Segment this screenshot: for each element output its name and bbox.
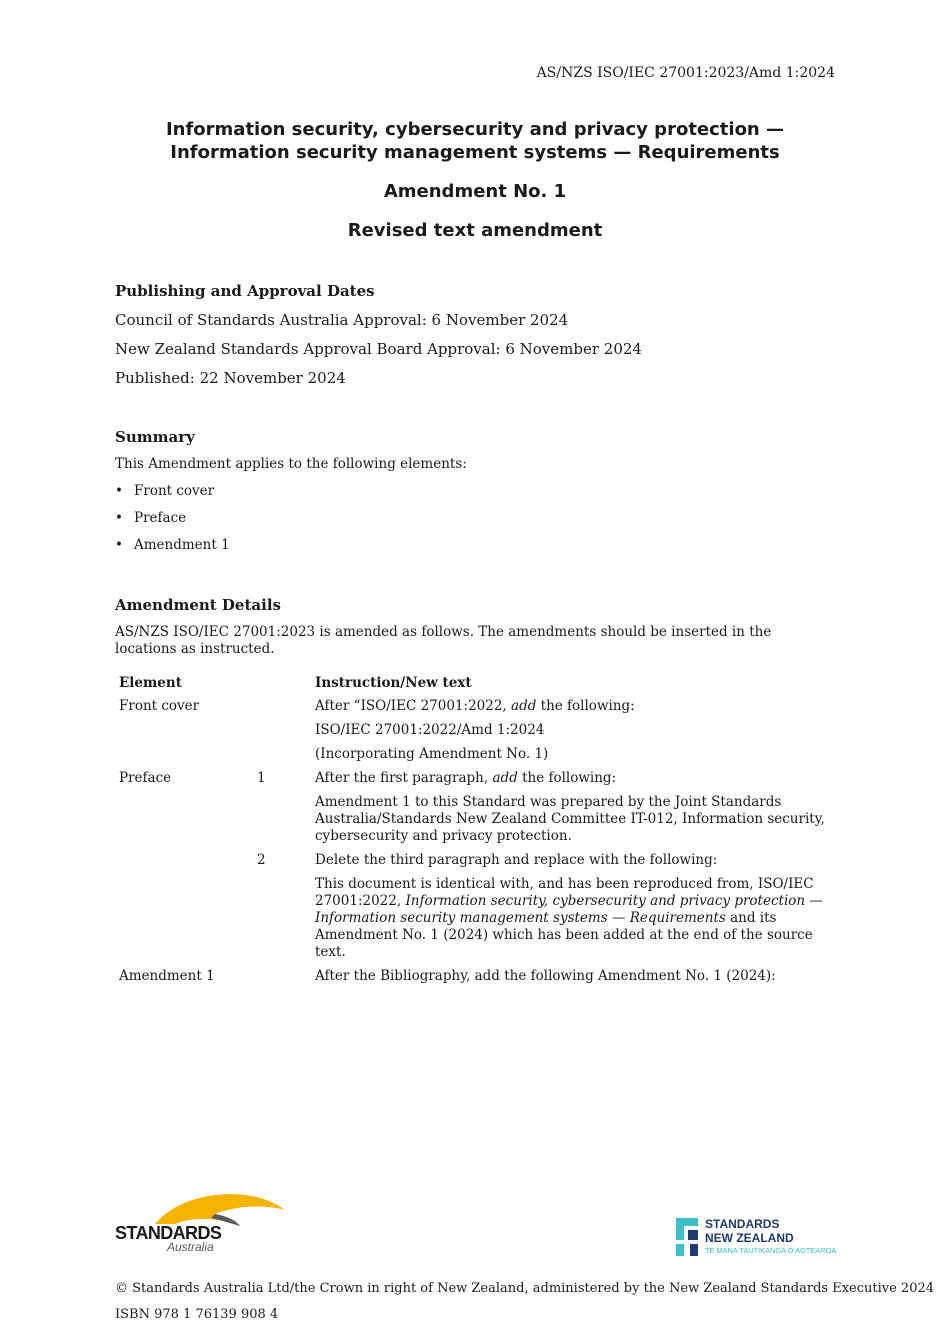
instruction-emphasis: add — [511, 698, 537, 714]
publishing-heading: Publishing and Approval Dates — [115, 282, 375, 300]
sa-wordmark: STANDARDS — [115, 1223, 222, 1243]
bullet: • — [115, 483, 123, 499]
table-row — [115, 722, 837, 746]
list-item — [115, 483, 230, 510]
bullet: • — [115, 537, 123, 553]
title-block — [115, 118, 835, 242]
approval-line-sa: Council of Standards Australia Approval: 6 November 2024 — [115, 311, 569, 329]
bullet: • — [115, 510, 123, 526]
instruction-text: After the first paragraph, — [315, 770, 493, 786]
number-cell — [253, 698, 311, 722]
table-row — [115, 968, 837, 992]
summary-heading: Summary — [115, 428, 195, 446]
column-header-element: Element — [119, 675, 182, 691]
sa-subtitle: Australia — [167, 1240, 214, 1253]
column-header-instruction: Instruction/New text — [315, 675, 472, 691]
standards-new-zealand-logo — [676, 1218, 846, 1260]
amendment-number: Amendment No. 1 — [383, 181, 567, 202]
element-cell: Amendment 1 — [119, 968, 215, 984]
table-row — [115, 698, 837, 722]
empty-cell — [115, 746, 253, 770]
copyright-notice: © Standards Australia Ltd/the Crown in right of New Zealand, administered by the New Zealand Standards Executive 2024 — [115, 1281, 935, 1296]
empty-cell — [253, 722, 311, 746]
element-cell: Front cover — [119, 698, 200, 714]
new-text-cell: (Incorporating Amendment No. 1) — [315, 746, 549, 762]
instruction-text: the following: — [536, 698, 635, 714]
table-header-row — [115, 673, 837, 698]
instruction-emphasis: add — [492, 770, 518, 786]
number-cell: 1 — [257, 770, 266, 786]
snz-line-1: STANDARDS — [705, 1218, 780, 1231]
instruction-text: After “ISO/IEC 27001:2022, — [315, 698, 512, 714]
number-cell: 2 — [257, 852, 266, 868]
amendment-type: Revised text amendment — [347, 220, 603, 241]
new-text: and its Amendment No. 1 (2024) which has been added at the end of the source text. — [315, 910, 813, 960]
list-item-label: Preface — [134, 510, 187, 526]
amendment-table — [115, 673, 837, 992]
details-intro: AS/NZS ISO/IEC 27001:2023 is amended as follows. The amendments should be inserted in the locations as instructed. — [115, 624, 772, 657]
table-row — [115, 746, 837, 770]
details-heading: Amendment Details — [115, 596, 281, 614]
instruction-text: the following: — [517, 770, 617, 786]
list-item — [115, 537, 230, 564]
instruction-cell — [311, 698, 837, 722]
new-text-cell — [311, 876, 837, 968]
list-item — [115, 510, 230, 537]
table-row — [115, 794, 837, 852]
list-item-label: Front cover — [134, 483, 215, 499]
instruction-cell: After the Bibliography, add the following Amendment No. 1 (2024): — [315, 968, 776, 984]
empty-cell — [115, 794, 253, 852]
new-text-cell: ISO/IEC 27001:2022/Amd 1:2024 — [315, 722, 545, 738]
empty-cell — [115, 852, 253, 876]
approval-line-nz: New Zealand Standards Approval Board Approval: 6 November 2024 — [115, 340, 642, 358]
sa-swoosh-icon — [155, 1194, 285, 1226]
document-title: Information security, cybersecurity and privacy protection — Information security management systems — Requirements — [165, 119, 785, 163]
instruction-cell: Delete the third paragraph and replace with the following: — [315, 852, 718, 868]
empty-cell — [253, 746, 311, 770]
instruction-cell — [311, 770, 837, 794]
empty-cell — [253, 876, 311, 968]
new-text-emphasis: Information security, cybersecurity and privacy protection — Information security management systems — Requirements — [315, 893, 823, 926]
column-header-number — [253, 673, 311, 698]
table-row — [115, 770, 837, 794]
empty-cell — [253, 794, 311, 852]
element-cell: Preface — [119, 770, 172, 786]
published-line: Published: 22 November 2024 — [115, 369, 346, 387]
list-item-label: Amendment 1 — [134, 537, 230, 553]
snz-mark-icon — [676, 1218, 698, 1256]
table-row — [115, 852, 837, 876]
table-row — [115, 876, 837, 968]
summary-list — [115, 483, 230, 564]
standards-australia-logo — [115, 1188, 290, 1253]
snz-line-3: TE MANA TAUTIKANGA O AOTEAROA. — [705, 1246, 839, 1255]
empty-cell — [253, 968, 311, 992]
snz-line-2: NEW ZEALAND — [705, 1231, 794, 1245]
empty-cell — [115, 876, 253, 968]
document-identifier: AS/NZS ISO/IEC 27001:2023/Amd 1:2024 — [536, 65, 835, 81]
new-text: This document is identical with, and has been reproduced from, ISO/IEC 27001:2022, — [315, 876, 814, 909]
empty-cell — [115, 722, 253, 746]
summary-intro: This Amendment applies to the following elements: — [115, 456, 467, 472]
new-text-cell: Amendment 1 to this Standard was prepared by the Joint Standards Australia/Standards New Zealand Committee IT-012, Information security, cybersecurity and privacy protection. — [315, 794, 825, 844]
isbn: ISBN 978 1 76139 908 4 — [115, 1307, 279, 1322]
